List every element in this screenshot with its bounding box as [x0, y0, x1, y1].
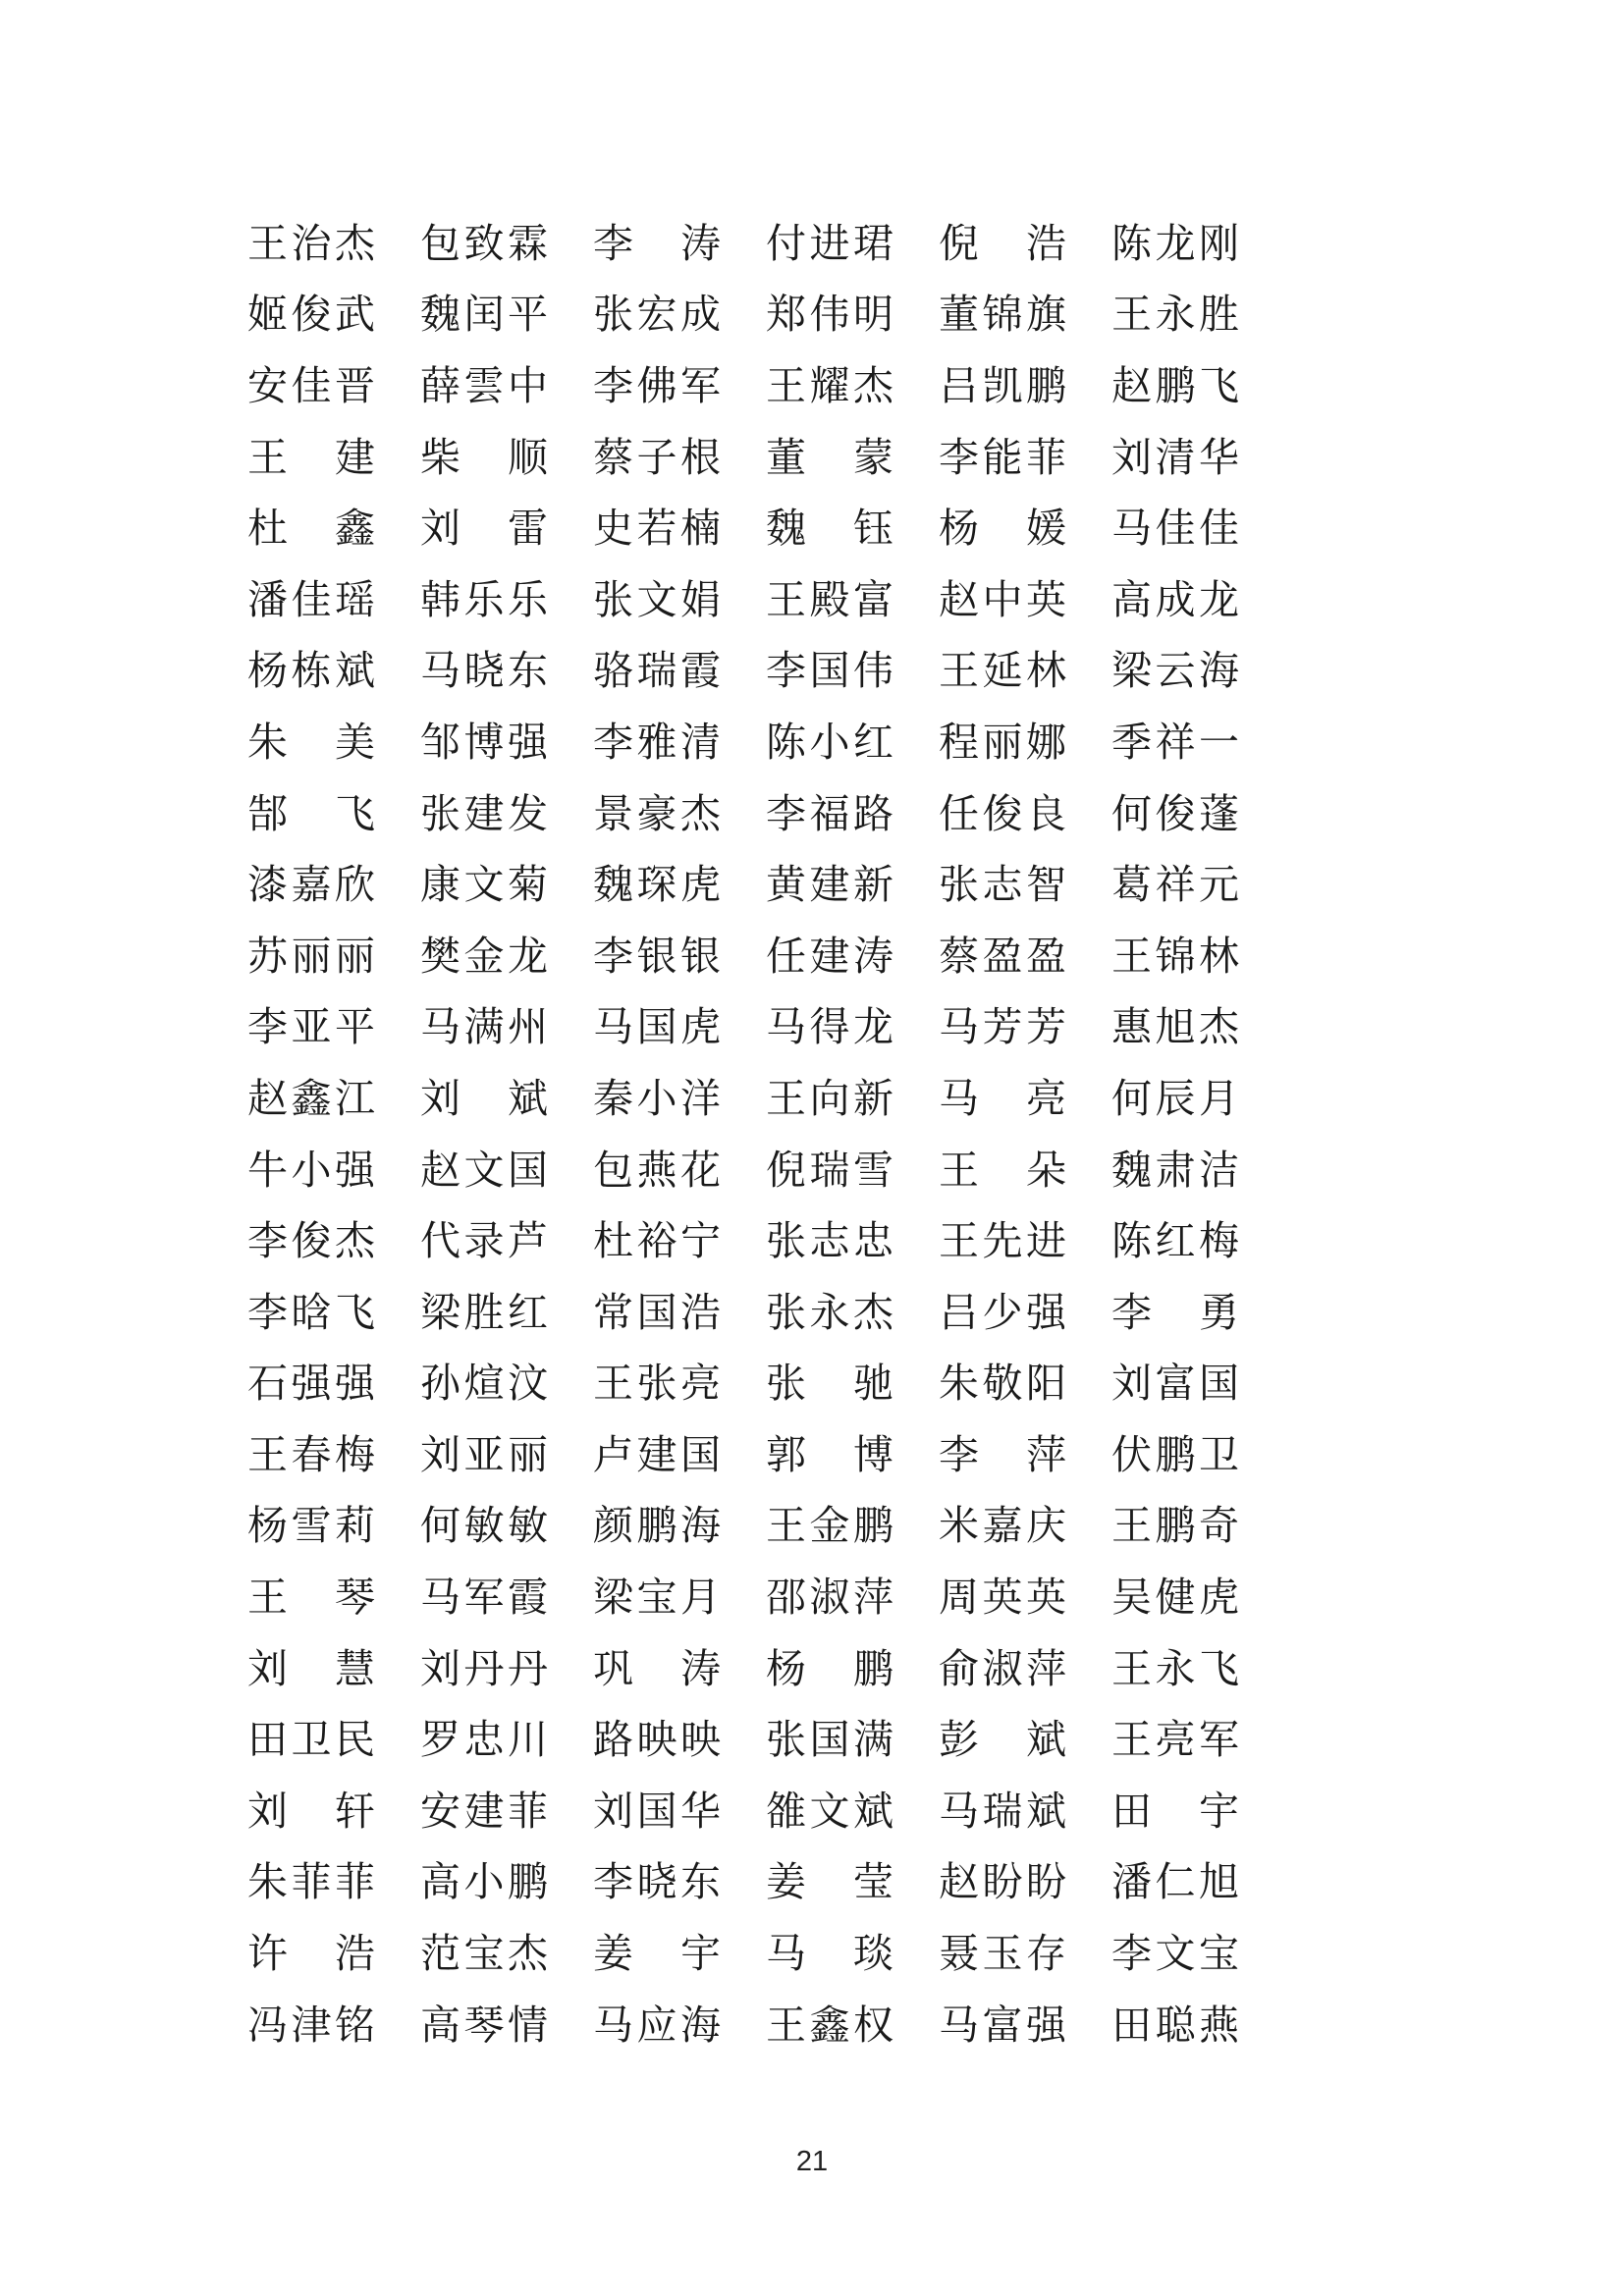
- name-entry: 董 锦 旗: [939, 291, 1066, 339]
- name-entry: 任 建 涛: [766, 932, 893, 980]
- name-entry: 季 祥 一: [1111, 718, 1239, 766]
- name-entry: 魏 肃 洁: [1111, 1146, 1239, 1194]
- name-entry: 马 得 龙: [766, 1003, 893, 1051]
- name-entry: 李 福 路: [766, 789, 893, 837]
- name-entry: 何 敏 敏: [420, 1502, 548, 1550]
- name-entry: 田 卫 民: [247, 1716, 375, 1764]
- name-entry: 安 建 菲: [420, 1787, 548, 1835]
- name-entry: 付 进 珺: [766, 219, 893, 267]
- name-entry: 李 涛: [593, 219, 721, 267]
- name-entry: 王 永 胜: [1111, 291, 1239, 339]
- name-entry: 王 建: [247, 433, 375, 481]
- name-entry: 马 晓 东: [420, 647, 548, 695]
- name-entry: 姬 俊 武: [247, 291, 375, 339]
- name-entry: 马 应 海: [593, 2001, 721, 2049]
- name-entry: 任 俊 良: [939, 789, 1066, 837]
- name-entry: 董 蒙: [766, 433, 893, 481]
- name-entry: 刘 亚 丽: [420, 1430, 548, 1478]
- name-entry: 潘 佳 瑶: [247, 575, 375, 623]
- name-entry: 包 致 霖: [420, 219, 548, 267]
- name-entry: 刘 斌: [420, 1074, 548, 1122]
- name-entry: 马 军 霞: [420, 1574, 548, 1622]
- name-entry: 张 建 发: [420, 789, 548, 837]
- name-entry: 常 国 浩: [593, 1288, 721, 1336]
- name-entry: 张 驰: [766, 1360, 893, 1408]
- name-entry: 安 佳 晋: [247, 361, 375, 409]
- name-entry: 漆 嘉 欣: [247, 861, 375, 909]
- name-entry: 杨 鹏: [766, 1644, 893, 1692]
- name-entry: 李 雅 清: [593, 718, 721, 766]
- name-entry: 姜 宇: [593, 1930, 721, 1978]
- name-entry: 高 成 龙: [1111, 575, 1239, 623]
- name-entry: 薛 雲 中: [420, 361, 548, 409]
- name-entry: 颜 鹏 海: [593, 1502, 721, 1550]
- name-entry: 蔡 盈 盈: [939, 932, 1066, 980]
- name-entry: 何 辰 月: [1111, 1074, 1239, 1122]
- name-entry: 李 佛 军: [593, 361, 721, 409]
- name-entry: 李 银 银: [593, 932, 721, 980]
- name-entry: 马 瑞 斌: [939, 1787, 1066, 1835]
- name-entry: 张 志 智: [939, 861, 1066, 909]
- name-entry: 程 丽 娜: [939, 718, 1066, 766]
- name-entry: 伏 鹏 卫: [1111, 1430, 1239, 1478]
- name-entry: 王 张 亮: [593, 1360, 721, 1408]
- name-entry: 梁 宝 月: [593, 1574, 721, 1622]
- name-entry: 马 富 强: [939, 2001, 1066, 2049]
- name-entry: 刘 富 国: [1111, 1360, 1239, 1408]
- name-entry: 王 向 新: [766, 1074, 893, 1122]
- name-entry: 杜 裕 宁: [593, 1217, 721, 1265]
- name-entry: 潘 仁 旭: [1111, 1858, 1239, 1906]
- name-entry: 张 永 杰: [766, 1288, 893, 1336]
- name-entry: 骆 瑞 霞: [593, 647, 721, 695]
- name-entry: 魏 闰 平: [420, 291, 548, 339]
- name-entry: 牛 小 强: [247, 1146, 375, 1194]
- name-entry: 蔡 子 根: [593, 433, 721, 481]
- name-entry: 马 芳 芳: [939, 1003, 1066, 1051]
- name-entry: 李 俊 杰: [247, 1217, 375, 1265]
- name-entry: 郜 飞: [247, 789, 375, 837]
- name-entry: 魏 钰: [766, 505, 893, 553]
- name-entry: 王 金 鹏: [766, 1502, 893, 1550]
- name-entry: 王 先 进: [939, 1217, 1066, 1265]
- name-entry: 朱 敬 阳: [939, 1360, 1066, 1408]
- name-entry: 葛 祥 元: [1111, 861, 1239, 909]
- name-entry: 史 若 楠: [593, 505, 721, 553]
- name-entry: 郑 伟 明: [766, 291, 893, 339]
- name-entry: 王 朵: [939, 1146, 1066, 1194]
- name-entry: 巩 涛: [593, 1644, 721, 1692]
- name-entry: 马 琰: [766, 1930, 893, 1978]
- name-entry: 彭 斌: [939, 1716, 1066, 1764]
- name-entry: 郭 博: [766, 1430, 893, 1478]
- name-entry: 倪 瑞 雪: [766, 1146, 893, 1194]
- name-entry: 田 宇: [1111, 1787, 1239, 1835]
- name-entry: 赵 文 国: [420, 1146, 548, 1194]
- name-entry: 杨 雪 莉: [247, 1502, 375, 1550]
- name-entry: 陈 小 红: [766, 718, 893, 766]
- name-entry: 康 文 菊: [420, 861, 548, 909]
- name-entry: 李 能 菲: [939, 433, 1066, 481]
- name-entry: 吴 健 虎: [1111, 1574, 1239, 1622]
- name-entry: 赵 鑫 江: [247, 1074, 375, 1122]
- name-entry: 王 鹏 奇: [1111, 1502, 1239, 1550]
- name-entry: 刘 慧: [247, 1644, 375, 1692]
- name-entry: 惠 旭 杰: [1111, 1003, 1239, 1051]
- name-entry: 杜 鑫: [247, 505, 375, 553]
- name-entry: 马 佳 佳: [1111, 505, 1239, 553]
- name-entry: 包 燕 花: [593, 1146, 721, 1194]
- name-entry: 柴 顺: [420, 433, 548, 481]
- name-entry: 张 宏 成: [593, 291, 721, 339]
- name-entry: 刘 雷: [420, 505, 548, 553]
- name-entry: 俞 淑 萍: [939, 1644, 1066, 1692]
- name-entry: 田 聪 燕: [1111, 2001, 1239, 2049]
- name-entry: 王 延 林: [939, 647, 1066, 695]
- name-entry: 李 国 伟: [766, 647, 893, 695]
- name-entry: 王 春 梅: [247, 1430, 375, 1478]
- name-entry: 路 映 映: [593, 1716, 721, 1764]
- name-entry: 周 英 英: [939, 1574, 1066, 1622]
- name-entry: 刘 轩: [247, 1787, 375, 1835]
- name-entry: 高 小 鹏: [420, 1858, 548, 1906]
- name-entry: 聂 玉 存: [939, 1930, 1066, 1978]
- name-entry: 米 嘉 庆: [939, 1502, 1066, 1550]
- name-entry: 李 勇: [1111, 1288, 1239, 1336]
- name-entry: 杨 媛: [939, 505, 1066, 553]
- name-entry: 雒 文 斌: [766, 1787, 893, 1835]
- name-entry: 刘 丹 丹: [420, 1644, 548, 1692]
- name-entry: 马 国 虎: [593, 1003, 721, 1051]
- name-entry: 王 治 杰: [247, 219, 375, 267]
- name-entry: 李 萍: [939, 1430, 1066, 1478]
- name-list-grid: [247, 208, 1249, 2060]
- name-entry: 杨 栋 斌: [247, 647, 375, 695]
- name-entry: 范 宝 杰: [420, 1930, 548, 1978]
- name-entry: 张 志 忠: [766, 1217, 893, 1265]
- name-entry: 卢 建 国: [593, 1430, 721, 1478]
- name-entry: 吕 凯 鹏: [939, 361, 1066, 409]
- name-entry: 陈 龙 刚: [1111, 219, 1239, 267]
- name-entry: 景 豪 杰: [593, 789, 721, 837]
- name-entry: 王 琴: [247, 1574, 375, 1622]
- name-entry: 孙 煊 汶: [420, 1360, 548, 1408]
- name-entry: 张 文 娟: [593, 575, 721, 623]
- name-entry: 陈 红 梅: [1111, 1217, 1239, 1265]
- name-entry: 马 满 州: [420, 1003, 548, 1051]
- name-entry: 姜 莹: [766, 1858, 893, 1906]
- name-entry: 邹 博 强: [420, 718, 548, 766]
- name-entry: 代 录 芦: [420, 1217, 548, 1265]
- name-entry: 朱 菲 菲: [247, 1858, 375, 1906]
- name-entry: 王 锦 林: [1111, 932, 1239, 980]
- name-entry: 邵 淑 萍: [766, 1574, 893, 1622]
- name-entry: 赵 中 英: [939, 575, 1066, 623]
- name-entry: 李 晓 东: [593, 1858, 721, 1906]
- name-entry: 赵 盼 盼: [939, 1858, 1066, 1906]
- name-entry: 赵 鹏 飞: [1111, 361, 1239, 409]
- name-entry: 王 耀 杰: [766, 361, 893, 409]
- name-entry: 李 晗 飞: [247, 1288, 375, 1336]
- name-entry: 黄 建 新: [766, 861, 893, 909]
- name-entry: 秦 小 洋: [593, 1074, 721, 1122]
- name-entry: 王 殿 富: [766, 575, 893, 623]
- name-entry: 刘 清 华: [1111, 433, 1239, 481]
- page-number: 21: [795, 2146, 829, 2177]
- name-entry: 朱 美: [247, 718, 375, 766]
- name-entry: 刘 国 华: [593, 1787, 721, 1835]
- name-entry: 马 亮: [939, 1074, 1066, 1122]
- name-entry: 韩 乐 乐: [420, 575, 548, 623]
- name-entry: 张 国 满: [766, 1716, 893, 1764]
- name-entry: 罗 忠 川: [420, 1716, 548, 1764]
- name-entry: 吕 少 强: [939, 1288, 1066, 1336]
- name-entry: 王 鑫 权: [766, 2001, 893, 2049]
- name-entry: 高 琴 情: [420, 2001, 548, 2049]
- name-entry: 王 永 飞: [1111, 1644, 1239, 1692]
- name-entry: 倪 浩: [939, 219, 1066, 267]
- name-entry: 冯 津 铭: [247, 2001, 375, 2049]
- name-entry: 梁 云 海: [1111, 647, 1239, 695]
- name-entry: 石 强 强: [247, 1360, 375, 1408]
- name-entry: 许 浩: [247, 1930, 375, 1978]
- name-entry: 梁 胜 红: [420, 1288, 548, 1336]
- name-entry: 王 亮 军: [1111, 1716, 1239, 1764]
- name-entry: 樊 金 龙: [420, 932, 548, 980]
- name-entry: 魏 琛 虎: [593, 861, 721, 909]
- name-entry: 李 文 宝: [1111, 1930, 1239, 1978]
- name-entry: 李 亚 平: [247, 1003, 375, 1051]
- name-entry: 何 俊 蓬: [1111, 789, 1239, 837]
- name-entry: 苏 丽 丽: [247, 932, 375, 980]
